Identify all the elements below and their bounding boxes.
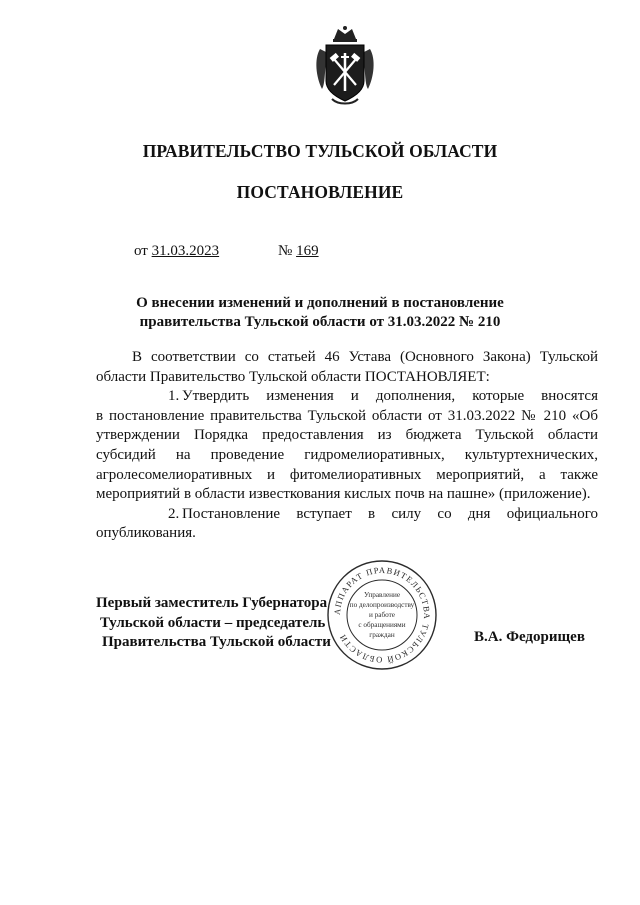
document-subject [0,294,640,332]
signatory-position [96,594,331,653]
date-prefix: от [134,243,152,259]
preamble-paragraph: В соответствии со статьей 46 Устава (Основного Закона) Тульской области Правительство Тульской области ПОСТАНОВЛЯЕТ: [96,349,598,385]
item-2-number: 2. [168,505,180,522]
document-number: 169 [296,243,319,259]
position-line-3: Правительства Тульской области [102,634,331,650]
item-1-first-line [96,387,598,407]
document-number-line [278,243,319,260]
item-1-first-text: Утвердить изменения и дополнения, которые вносятся [182,388,598,405]
signatory-name: В.А. Федорищев [474,629,585,645]
organization-title: ПРАВИТЕЛЬСТВО ТУЛЬСКОЙ ОБЛАСТИ [142,141,498,161]
item-2-first-line [96,505,598,525]
item-1-number: 1. [168,388,180,405]
subject-line-1: О внесении изменений и дополнений в постановление [136,295,504,311]
document-date: 31.03.2023 [151,243,220,259]
document-type-title: ПОСТАНОВЛЕНИЕ [236,182,404,202]
document-body [96,348,598,544]
stamp-inner-line-1: Управление [363,591,401,599]
position-line-1: Первый заместитель Губернатора [96,595,328,611]
position-line-2: Тульской области – председатель [100,614,326,631]
item-2-text: опубликования. [96,525,196,542]
stamp-inner-line-2: по делопроизводству [349,601,415,609]
item-2-first-text: Постановление вступает в силу со дня официального [182,505,598,522]
stamp-inner-line-4: с обращениями [358,621,406,629]
subject-line-2: правительства Тульской области от 31.03.2022 № 210 [139,314,501,330]
official-stamp [318,557,446,673]
item-1-text: в постановление правительства Тульской области от 31.03.2022 № 210 «Об утверждении Порядка предоставления из бюджета Тульской области субсидий на проведение гидромелиоративных, культуртехнических, агролесомелиоративных и фитомелиоративных мероприятий, а также мероприятий в области известкования кислых почв на пашне» (приложение). [96,407,598,503]
stamp-outer-text: АППАРАТ ПРАВИТЕЛЬСТВА ТУЛЬСКОЙ ОБЛАСТИ [331,564,433,666]
stamp-inner-line-5: граждан [369,631,395,639]
coat-of-arms-icon [312,25,378,107]
stamp-inner-line-3: и работе [369,611,395,619]
number-prefix: № [278,243,297,259]
document-date-line [134,243,219,260]
